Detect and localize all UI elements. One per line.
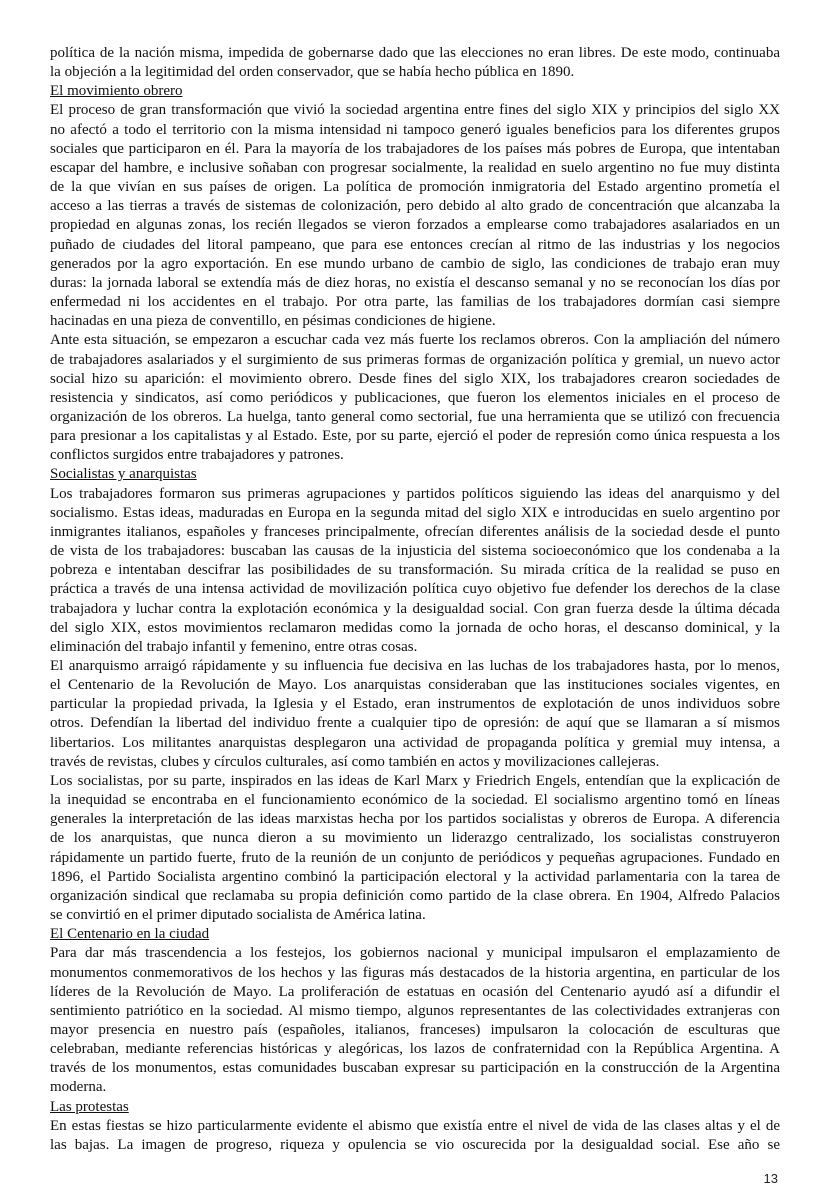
text-line: monumentos conmemorativos de los hechos y las figuras más destacados de la historia argentina, en particular de los xyxy=(50,964,780,981)
text-line: de vista de los trabajadores: buscaban las causas de la injusticia del sistema socioeconómico que los condenaba a la xyxy=(50,543,780,560)
text-line: organización sindical que reclamaba su propia definición como partido de la clase obrera. En 1904, Alfredo Palacios xyxy=(50,887,780,904)
text-line: práctica a través de una intensa actividad de movilización política cuyo objetivo fue defender los derechos de la clase xyxy=(50,581,780,598)
paragraph xyxy=(50,657,780,772)
text-line: puñado de ciudades del litoral pampeano, que para ese entonces crecían al ritmo de las industrias y los negocios xyxy=(50,236,780,253)
text-line: de la que vivían en sus países de origen. La política de promoción inmigratoria del Estado argentino prometía el xyxy=(50,179,780,196)
text-line: sentimiento patriótico en la sociedad. Al mismo tiempo, algunos representantes de las colectividades extranjeras con xyxy=(50,1002,780,1019)
text-line: del siglo XIX, estos movimientos reclamaron medidas como la jornada de ocho horas, el descanso dominical, y la xyxy=(50,619,780,636)
text-line: moderna. xyxy=(50,1079,107,1096)
text-line: hacinadas en una pieza de conventillo, en pésimas condiciones de higiene. xyxy=(50,313,496,330)
text-line: resistencia y sindicatos, así como periódicos y publicaciones, que fueron los elementos iniciales en el proceso de xyxy=(50,389,780,406)
text-line: rápidamente un partido fuerte, fruto de la reunión de un conjunto de periódicos y pequeñas agrupaciones. Fundado en xyxy=(50,849,780,866)
text-line: el Centenario de la Revolución de Mayo. Los anarquistas consideraban que las instituciones sociales vigentes, en xyxy=(50,677,780,694)
text-line: escapar del hambre, e inclusive soñaban con progresar socialmente, la realidad en suelo argentino no fue muy distinta xyxy=(50,159,780,176)
text-line: través de los monumentos, estas comunidades buscaban expresar su participación en la construcción de la Argentina xyxy=(50,1060,780,1077)
document-body xyxy=(50,0,780,1155)
text-line: celebraban, mediante referencias históricas y alegóricas, los lazos de confraternidad con la República Argentina. A xyxy=(50,1041,780,1058)
paragraph xyxy=(50,44,780,82)
text-line: política de la nación misma, impedida de gobernarse dado que las elecciones no eran libres. De este modo, continuaba xyxy=(50,45,780,61)
text-line: El proceso de gran transformación que vivió la sociedad argentina entre fines del siglo XIX y principios del siglo XX xyxy=(50,102,780,119)
paragraph xyxy=(50,1117,780,1155)
section-heading: El movimiento obrero xyxy=(50,83,183,100)
text-line: través de revistas, clubes y círculos culturales, así como también en actos y movilizaciones callejeras. xyxy=(50,753,660,770)
text-line: propiedad en algunas zonas, los recién llegados se vieron forzados a emplearse como trabajadores asalariados en un xyxy=(50,217,780,234)
text-line: otros. Defendían la libertad del individuo frente a cualquier tipo de opresión: de aquí que se llamaran a sí mismos xyxy=(50,715,780,732)
section-heading: Socialistas y anarquistas xyxy=(50,466,197,483)
text-line: Ante esta situación, se empezaron a escuchar cada vez más fuerte los reclamos obreros. Con la ampliación del número xyxy=(50,332,780,349)
text-line: de los anarquistas, que nunca dieron a su movimiento un liderazgo centralizado, los socialistas construyeron xyxy=(50,830,780,847)
paragraph xyxy=(50,331,780,465)
paragraph xyxy=(50,485,780,657)
text-line: conflictos surgidos entre trabajadores y patrones. xyxy=(50,447,344,464)
text-line: duras: la jornada laboral se extendía más de diez horas, no existía el descanso semanal y no se reconocían los días por xyxy=(50,274,780,291)
text-line: El anarquismo arraigó rápidamente y su influencia fue decisiva en las luchas de los trabajadores hasta, por lo menos, xyxy=(50,658,780,674)
text-line: las bajas. La imagen de progreso, riqueza y opulencia se vio oscurecida por la desigualdad social. Ese año se xyxy=(50,1136,780,1153)
text-line: trabajadora y luchar contra la explotación económica y la desigualdad social. Con gran fuerza desde la última década xyxy=(50,600,780,617)
paragraph xyxy=(50,101,780,331)
text-line: organización de los obreros. La huelga, tanto general como sectorial, fue una herramienta que se utilizó con frecuencia xyxy=(50,408,780,425)
text-line: líderes de la Revolución de Mayo. La proliferación de estatuas en ocasión del Centenario ayudó así a difundir el xyxy=(50,983,780,1000)
text-line: sociales que participaron en él. Para la mayoría de los trabajadores de los países más pobres de Europa, que intentaban xyxy=(50,140,780,157)
text-line: Los trabajadores formaron sus primeras agrupaciones y partidos políticos siguiendo las ideas del anarquismo y del xyxy=(50,485,780,502)
text-line: se convirtió en el primer diputado socialista de América latina. xyxy=(50,907,426,924)
text-line: acceso a las tierras a través de sistemas de colonización, pero debido al alto grado de concentración que alcanzaba la xyxy=(50,198,780,215)
text-line: para presionar a los capitalistas y al Estado. Este, por su parte, ejerció el poder de represión como única respuesta a los xyxy=(50,428,780,445)
section-heading: El Centenario en la ciudad xyxy=(50,926,210,943)
text-line: inmigrantes italianos, españoles y franceses principalmente, ofrecían diferentes análisis de la sociedad desde el punto xyxy=(50,523,780,540)
text-line: generados por la agro exportación. En ese mundo urbano de cambio de siglo, las condiciones de trabajo eran muy xyxy=(50,255,780,272)
text-line: mayor presencia en nuestro país (españoles, italianos, franceses) impulsaron la colocación de esculturas que xyxy=(50,1021,780,1038)
text-line: generales la interpretación de las ideas marxistas hecha por los partidos socialistas y obreros de Europa. A diferencia xyxy=(50,811,780,828)
text-line: 1896, el Partido Socialista argentino combinó la participación electoral y la actividad parlamentaria con la tarea de xyxy=(50,868,780,885)
text-line: socialismo. Estas ideas, maduradas en Europa en la segunda mitad del siglo XIX e introducidas en suelo argentino por xyxy=(50,504,780,521)
text-line: eliminación del trabajo infantil y femenino, entre otras cosas. xyxy=(50,638,418,655)
text-line: no afectó a todo el territorio con la misma intensidad ni tampoco generó iguales beneficios para los diferentes grupos xyxy=(50,121,780,138)
text-line: libertarios. Los militantes anarquistas desplegaron una actividad de propaganda política y gremial muy intensa, a xyxy=(50,734,780,751)
text-line: la inequidad se encontraba en el funcionamiento económico de la sociedad. El socialismo argentino tomó en líneas xyxy=(50,792,780,809)
paragraph xyxy=(50,944,780,1097)
text-line: enfermedad ni los accidentes en el trabajo. Por otra parte, las familias de los trabajadores dormían casi siempre xyxy=(50,294,780,311)
text-line: Los socialistas, por su parte, inspirados en las ideas de Karl Marx y Friedrich Engels, entendían que la explicación de xyxy=(50,772,780,789)
page-number: 13 xyxy=(763,1171,778,1187)
paragraph xyxy=(50,772,780,925)
text-line: pobreza e intentaban descifrar las posibilidades de su transformación. Su mirada crítica de la realidad se puso en xyxy=(50,562,780,579)
text-line: de trabajadores asalariados y el surgimiento de sus primeras formas de organización política y gremial, un nuevo actor xyxy=(50,351,780,368)
text-line: social hizo su aparición: el movimiento obrero. Desde fines del siglo XIX, los trabajadores crearon sociedades de xyxy=(50,370,780,387)
text-line: Para dar más trascendencia a los festejos, los gobiernos nacional y municipal impulsaron el emplazamiento de xyxy=(50,945,780,962)
text-line: la objeción a la legitimidad del orden conservador, que se había hecho pública en 1890. xyxy=(50,64,575,81)
text-line: particular la propiedad privada, la Iglesia y el Estado, eran instrumentos de explotación de unos individuos sobre xyxy=(50,696,780,713)
section-heading: Las protestas xyxy=(50,1098,129,1115)
text-line: En estas fiestas se hizo particularmente evidente el abismo que existía entre el nivel de vida de las clases altas y el de xyxy=(50,1117,780,1134)
